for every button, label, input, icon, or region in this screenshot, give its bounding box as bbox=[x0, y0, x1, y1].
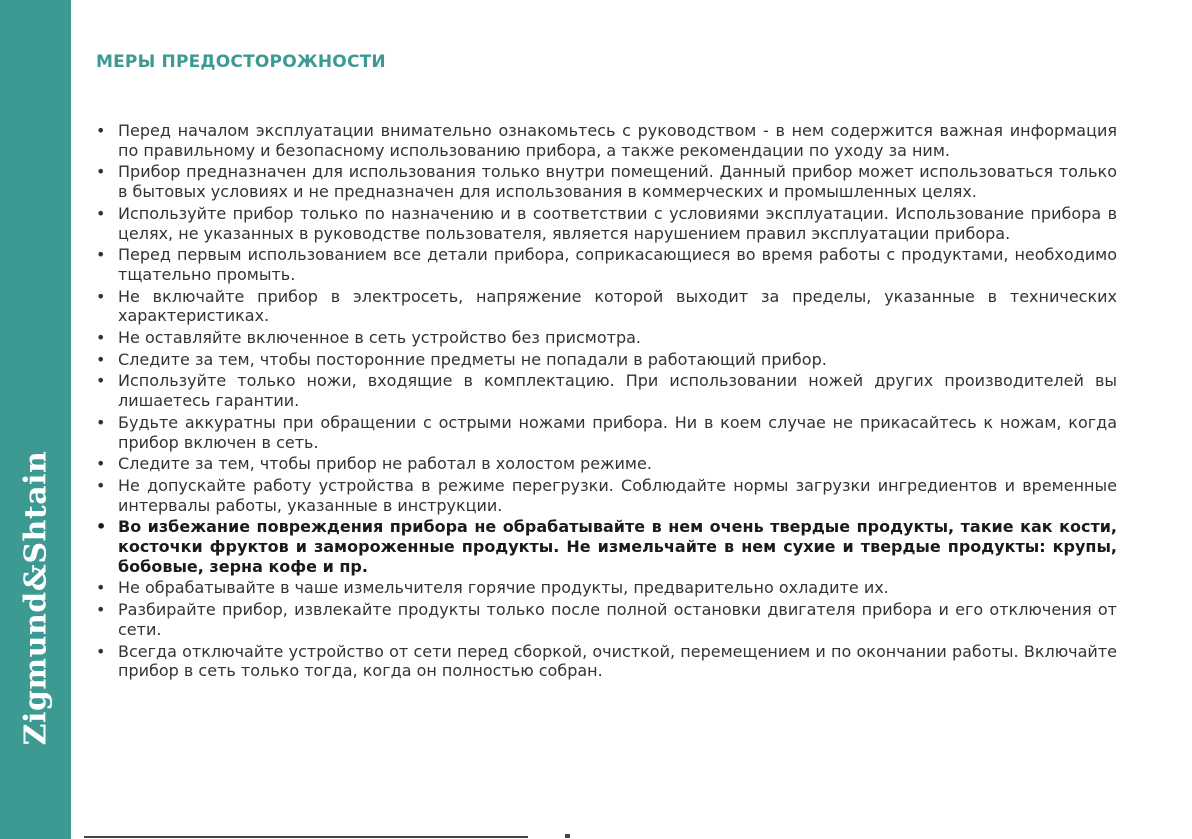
bullet-icon: • bbox=[96, 371, 106, 391]
bullet-icon: • bbox=[96, 600, 106, 620]
bullet-icon: • bbox=[96, 349, 106, 369]
list-item bbox=[96, 578, 1117, 598]
list-item-text: Не допускайте работу устройства в режиме перегрузки. Соблюдайте нормы загрузки ингредиентов и временные интервалы работы, указанные в инструкции. bbox=[118, 475, 1117, 515]
bullet-icon: • bbox=[96, 121, 106, 140]
list-item bbox=[96, 371, 1117, 410]
list-item-text: Следите за тем, чтобы прибор не работал в холостом режиме. bbox=[118, 454, 652, 474]
bullet-icon: • bbox=[96, 517, 107, 537]
list-item-text: Будьте аккуратны при обращении с острыми ножами прибора. Ни в коем случае не прикасайтесь к ножам, когда прибор включен в сеть. bbox=[118, 412, 1117, 452]
list-item bbox=[96, 162, 1117, 201]
list-item-text: Перед началом эксплуатации внимательно ознакомьтесь с руководством - в нем содержится важная информация по правильному и безопасному использованию прибора, а также рекомендации по уходу за ним. bbox=[118, 121, 1117, 160]
bullet-icon: • bbox=[96, 578, 106, 598]
list-item-text: Перед первым использованием все детали прибора, соприкасающиеся во время работы с продуктами, необходимо тщательно промыть. bbox=[118, 245, 1117, 284]
list-item-text: Прибор предназначен для использования только внутри помещений. Данный прибор может использоваться только в бытовых условиях и не предназначен для использования в коммерческих и промышленных целях. bbox=[118, 162, 1117, 202]
list-item bbox=[96, 121, 1117, 160]
bullet-icon: • bbox=[96, 328, 106, 348]
list-item bbox=[96, 413, 1117, 452]
list-item bbox=[96, 642, 1117, 681]
brand-logo: Zigmund&Shtain bbox=[18, 450, 54, 746]
list-item-text: Всегда отключайте устройство от сети перед сборкой, очисткой, перемещением и по окончании работы. Включайте прибор в сеть только тогда, когда он полностью собран. bbox=[118, 641, 1117, 681]
list-item-warning bbox=[96, 517, 1117, 576]
brand-side-band bbox=[0, 0, 71, 839]
bullet-icon: • bbox=[96, 286, 106, 306]
bullet-icon: • bbox=[96, 412, 106, 432]
bottom-divider bbox=[84, 836, 528, 838]
list-item bbox=[96, 350, 1117, 370]
list-item bbox=[96, 600, 1117, 639]
list-item-text: Не включайте прибор в электросеть, напряжение которой выходит за пределы, указанные в технических характеристиках. bbox=[118, 286, 1117, 326]
section-title: МЕРЫ ПРЕДОСТОРОЖНОСТИ bbox=[96, 52, 386, 72]
list-item bbox=[96, 476, 1117, 515]
list-item-text: Используйте прибор только по назначению и в соответствии с условиями эксплуатации. Использование прибора в целях, не указанных в руководстве пользователя, является нарушением правил эксплуатации прибора. bbox=[118, 203, 1117, 243]
bullet-icon: • bbox=[96, 475, 106, 495]
list-item bbox=[96, 287, 1117, 326]
list-item-text: Следите за тем, чтобы посторонние предметы не попадали в работающий прибор. bbox=[118, 349, 827, 369]
precautions-list bbox=[96, 121, 1117, 683]
bullet-icon: • bbox=[96, 203, 106, 223]
list-item bbox=[96, 454, 1117, 474]
list-item-text: Не оставляйте включенное в сеть устройство без присмотра. bbox=[118, 328, 642, 348]
list-item bbox=[96, 245, 1117, 284]
list-item-text: Разбирайте прибор, извлекайте продукты только после полной остановки двигателя прибора и его отключения от сети. bbox=[118, 600, 1117, 639]
list-item bbox=[96, 328, 1117, 348]
bullet-icon: • bbox=[96, 245, 106, 265]
bullet-icon: • bbox=[96, 641, 106, 661]
list-item bbox=[96, 204, 1117, 243]
bullet-icon: • bbox=[96, 454, 106, 474]
list-item-text: Не обрабатывайте в чаше измельчителя горячие продукты, предварительно охладите их. bbox=[118, 578, 889, 598]
list-item-text: Используйте только ножи, входящие в комплектацию. При использовании ножей других производителей вы лишаетесь гарантии. bbox=[118, 371, 1117, 411]
bottom-mark bbox=[565, 834, 570, 838]
list-item-text: Во избежание повреждения прибора не обрабатывайте в нем очень твердые продукты, такие как кости, косточки фруктов и замороженные продукты. Не измельчайте в нем сухие и твердые продукты: крупы, бобовые, зерна кофе и пр. bbox=[118, 517, 1117, 576]
bullet-icon: • bbox=[96, 162, 106, 182]
